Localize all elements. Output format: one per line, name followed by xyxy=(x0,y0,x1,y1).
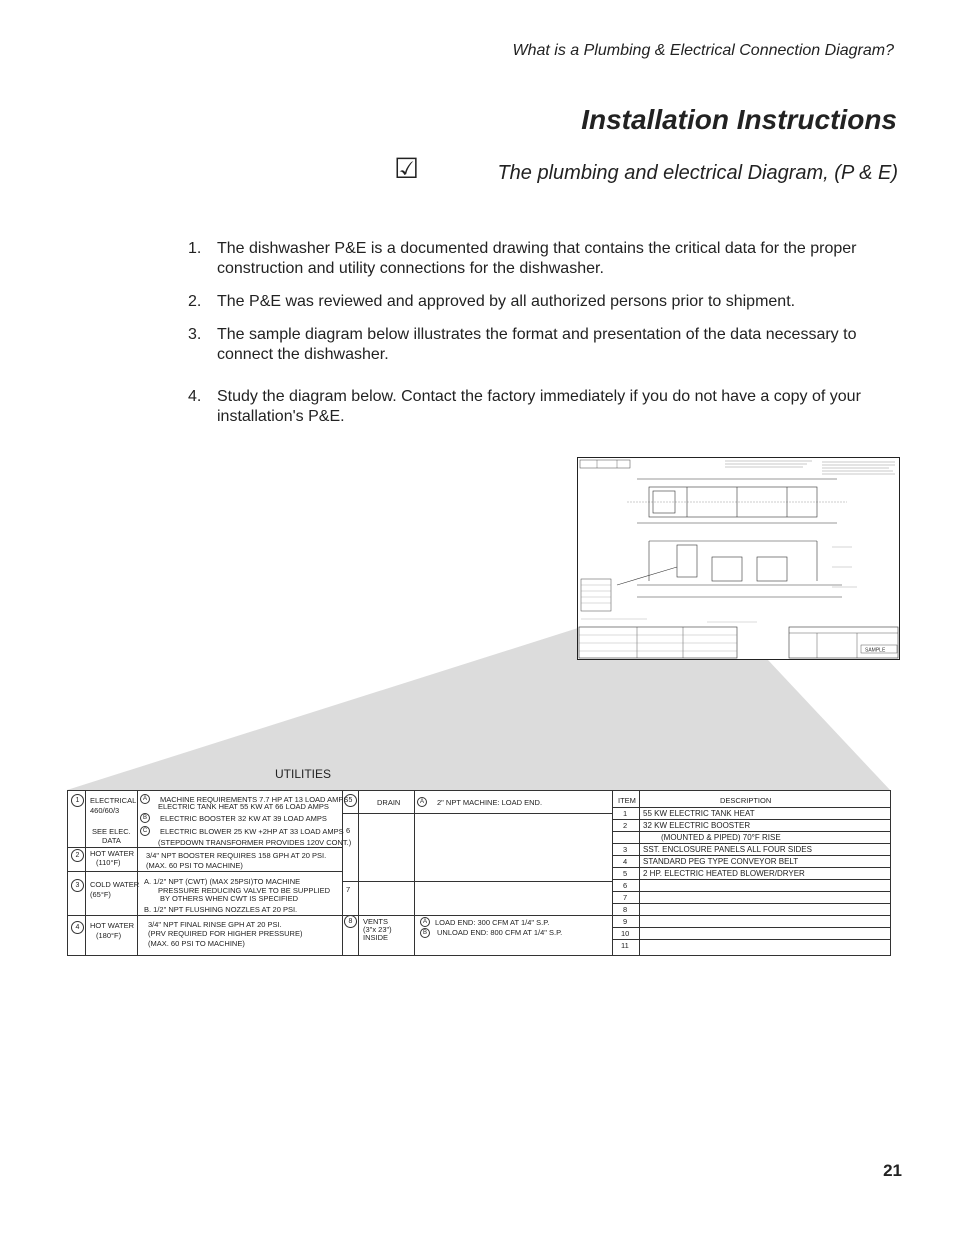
utility-text: 2" NPT MACHINE: LOAD END. xyxy=(437,798,543,807)
step-number: 2. xyxy=(188,293,202,310)
utility-spec: INSIDE xyxy=(363,933,389,942)
row-4-marker: 4 xyxy=(71,921,84,934)
utility-text: (PRV REQUIRED FOR HIGHER PRESSURE) xyxy=(148,929,303,938)
item-number: 5 xyxy=(623,869,628,878)
utility-label: ELECTRICAL xyxy=(90,796,137,805)
item-number: 8 xyxy=(623,905,628,914)
item-number: 10 xyxy=(621,929,630,938)
row-number: 7 xyxy=(346,885,351,894)
row-8-marker: 8 xyxy=(344,915,357,928)
item-description: SST. ENCLOSURE PANELS ALL FOUR SIDES xyxy=(643,845,812,854)
step-number: 4. xyxy=(188,388,202,405)
step-text: Study the diagram below. Contact the factory immediately if you do not have a copy of your installation's P&E. xyxy=(217,388,861,425)
item-description: (MOUNTED & PIPED) 70°F RISE xyxy=(661,833,781,842)
utility-note: SEE ELEC. xyxy=(92,827,131,836)
utility-text: UNLOAD END: 800 CFM AT 1/4" S.P. xyxy=(437,928,563,937)
row-number: 6 xyxy=(346,826,351,835)
utility-text: PRESSURE REDUCING VALVE TO BE SUPPLIED xyxy=(158,886,330,895)
item-number: 4 xyxy=(623,857,628,866)
row-3-marker: 3 xyxy=(71,879,84,892)
utilities-heading: UTILITIES xyxy=(275,767,332,781)
item-number: 11 xyxy=(621,941,629,950)
sub-marker: A xyxy=(420,917,430,927)
page-number: 21 xyxy=(883,1161,902,1180)
item-description: STANDARD PEG TYPE CONVEYOR BELT xyxy=(643,857,799,866)
utility-text: (MAX. 60 PSI TO MACHINE) xyxy=(148,939,245,948)
running-header: What is a Plumbing & Electrical Connection Diagram? xyxy=(512,42,894,59)
sample-stamp: SAMPLE xyxy=(865,647,886,654)
utility-spec: (3"x 23") xyxy=(363,925,392,934)
section-subtitle: The plumbing and electrical Diagram, (P & E) xyxy=(497,162,898,184)
sub-marker: A xyxy=(140,794,150,804)
utility-text: ELECTRIC BOOSTER 32 KW AT 39 LOAD AMPS xyxy=(160,814,327,823)
utility-spec: (65°F) xyxy=(90,890,111,899)
item-description: 32 KW ELECTRIC BOOSTER xyxy=(643,821,751,830)
sub-marker: A xyxy=(417,797,427,807)
utility-label: HOT WATER xyxy=(90,849,135,858)
items-header-description: DESCRIPTION xyxy=(720,796,772,805)
step-number: 3. xyxy=(188,326,202,343)
section-title: Installation Instructions xyxy=(581,104,897,135)
item-number: 7 xyxy=(623,893,628,902)
pe-drawing-thumbnail xyxy=(577,457,900,660)
sub-marker: C xyxy=(140,826,150,836)
row-2-marker: 2 xyxy=(71,849,84,862)
row-1-marker: 1 xyxy=(71,794,84,807)
utility-spec: (180°F) xyxy=(96,931,122,940)
item-number: 6 xyxy=(623,881,628,890)
item-number: 2 xyxy=(623,821,628,830)
item-description: 2 HP. ELECTRIC HEATED BLOWER/DRYER xyxy=(643,869,805,878)
step-text: The sample diagram below illustrates the format and presentation of the data necessary to connect the dishwasher. xyxy=(217,326,857,363)
utility-text: A. 1/2" NPT (CWT) (MAX 25PSI)TO MACHINE xyxy=(144,877,301,886)
item-number: 9 xyxy=(623,917,628,926)
item-description: 55 KW ELECTRIC TANK HEAT xyxy=(643,809,755,818)
item-number: 1 xyxy=(623,809,628,818)
sub-marker: B xyxy=(420,928,430,938)
utilities-table xyxy=(67,790,891,956)
utility-text: ELECTRIC TANK HEAT 55 KW AT 66 LOAD AMPS xyxy=(158,802,329,811)
step-text: The P&E was reviewed and approved by all authorized persons prior to shipment. xyxy=(217,293,796,310)
utility-label: COLD WATER xyxy=(90,880,140,889)
step-text: The dishwasher P&E is a documented drawing that contains the critical data for the proper construction and utility connections for the dishwasher. xyxy=(217,240,857,277)
utility-text: 3/4" NPT FINAL RINSE GPH AT 20 PSI. xyxy=(148,920,282,929)
sub-marker: B xyxy=(140,813,150,823)
utility-label: VENTS xyxy=(363,917,389,926)
utility-text: BY OTHERS WHEN CWT IS SPECIFIED xyxy=(160,894,299,903)
utility-spec: 460/60/3 xyxy=(90,806,120,815)
item-number: 3 xyxy=(623,845,628,854)
utility-text: ELECTRIC BLOWER 25 KW +2HP AT 33 LOAD AMPS xyxy=(160,827,344,836)
utility-text: LOAD END: 300 CFM AT 1/4" S.P. xyxy=(435,918,550,927)
utility-text: MACHINE REQUIREMENTS 7.7 HP AT 13 LOAD AMPS xyxy=(160,795,349,804)
checkbox-icon: ☑ xyxy=(394,153,420,184)
row-5-marker: 5 xyxy=(344,794,357,807)
step-number: 1. xyxy=(188,240,202,257)
utility-note: DATA xyxy=(102,836,121,845)
utility-label: DRAIN xyxy=(377,798,401,807)
utility-spec: (110°F) xyxy=(96,858,121,867)
utility-text: B. 1/2" NPT FLUSHING NOZZLES AT 20 PSI. xyxy=(144,905,298,914)
utility-text: 3/4" NPT BOOSTER REQUIRES 158 GPH AT 20 PSI. xyxy=(146,851,327,860)
items-header-item: ITEM xyxy=(618,796,636,805)
utility-text: (MAX. 60 PSI TO MACHINE) xyxy=(146,861,243,870)
utility-label: HOT WATER xyxy=(90,921,135,930)
utility-text: (STEPDOWN TRANSFORMER PROVIDES 120V CONT.) xyxy=(158,838,352,847)
